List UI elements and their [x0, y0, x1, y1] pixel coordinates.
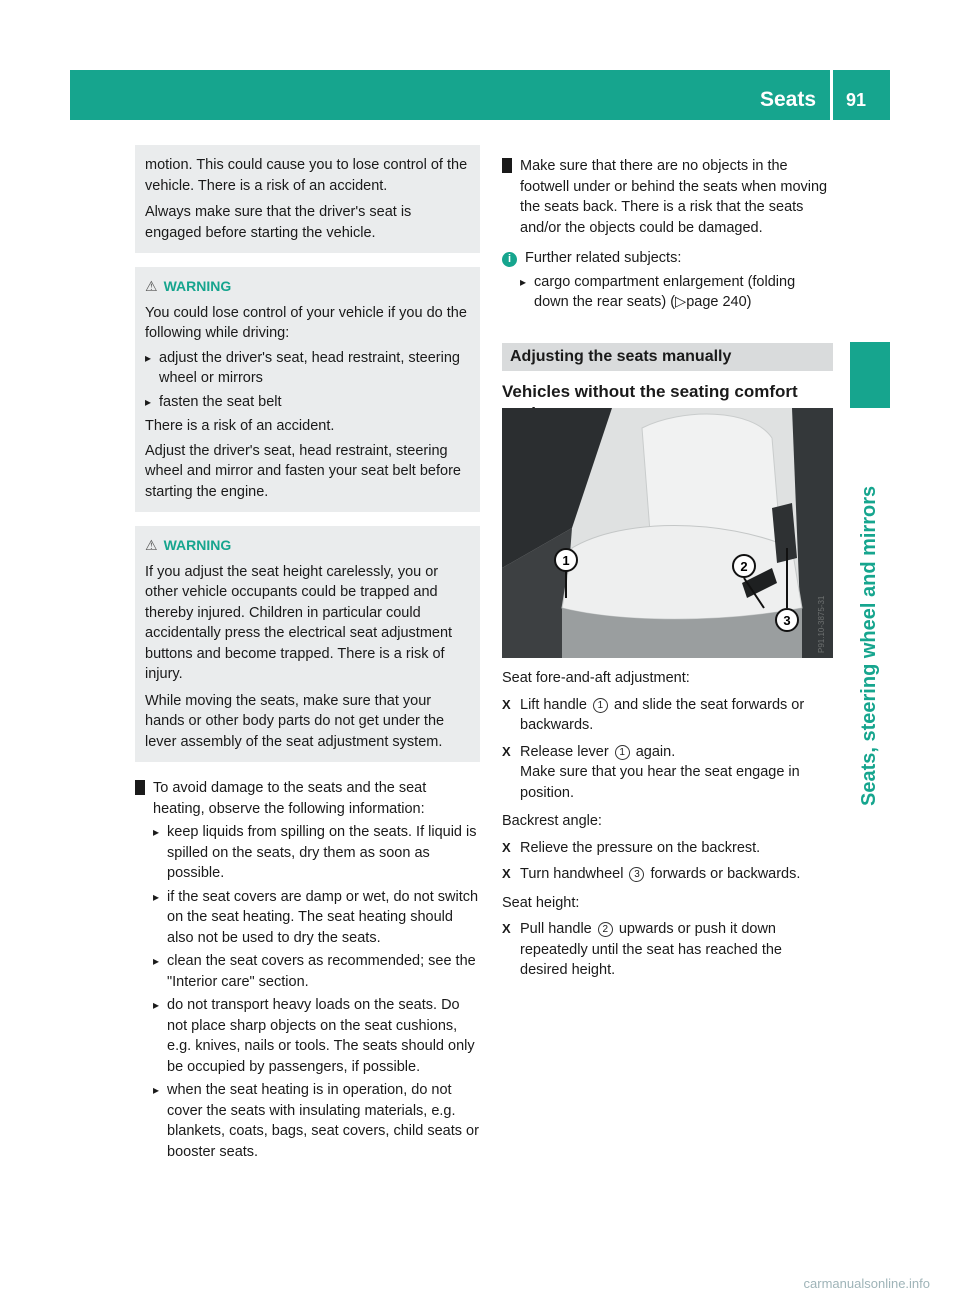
warning-box-seat-height	[135, 526, 480, 762]
callout-ref-3: 3	[629, 867, 644, 882]
warning-text: If you adjust the seat height carelessly, you or other vehicle occupants could be trapped and thereby injured. Children in particular could accidentally press the electrical seat adjustment buttons and become trapped. There is a risk of injury.	[145, 563, 453, 682]
info-note	[502, 248, 833, 313]
svg-text:2: 2	[740, 559, 748, 574]
instructions	[502, 668, 833, 981]
warning-triangle-icon: ⚠	[145, 278, 158, 294]
info-intro: Further related subjects:	[525, 250, 682, 266]
callout-ref-2: 2	[598, 922, 613, 937]
step-item: X Pull handle 2 upwards or push it down repeatedly until the seat has reached the desired height.	[502, 919, 833, 981]
list-item: ▸ cargo compartment enlargement (folding down the rear seats) (▷page 240)	[520, 272, 833, 313]
page-reference-link[interactable]: page 240)	[686, 294, 752, 310]
warning-triangle-icon: ⚠	[145, 537, 158, 553]
callout-ref-1: 1	[593, 698, 608, 713]
sub-heading: Vehicles without the seating comfort	[502, 382, 798, 401]
list-item: ▸ fasten the seat belt	[145, 392, 470, 413]
step-item: X Release lever 1 again. Make sure that you hear the seat engage in position.	[502, 742, 833, 804]
warning-intro: You could lose control of your vehicle if you do the following while driving:	[145, 304, 467, 341]
page-number: 91	[846, 90, 867, 110]
seat-illustration	[502, 408, 833, 658]
exclamation-icon: !	[502, 158, 512, 173]
section-heading: Adjusting the seats manually	[502, 343, 833, 371]
height-heading: Seat height:	[502, 894, 580, 911]
page-ref-arrow-icon: ▷	[675, 294, 687, 310]
step-item: X Relieve the pressure on the backrest.	[502, 838, 833, 859]
photo-code: P91.10-3875-31	[817, 595, 826, 653]
damage-note	[129, 778, 480, 1162]
note-text: Make sure that there are no objects in the footwell under or behind the seats when moving the seats back. There is a risk that the seats and/or the objects could be damaged.	[520, 158, 828, 236]
list-item: ▸ if the seat covers are damp or wet, do not switch on the seat heating. The seat heating should also not be used to dry the seats.	[153, 887, 480, 949]
warning-title: ⚠ WARNING	[145, 278, 232, 294]
warning-bullet-list	[145, 348, 470, 413]
list-item: ▸ clean the seat covers as recommended; see the "Interior care" section.	[153, 951, 480, 992]
list-item: ▸ adjust the driver's seat, head restraint, steering wheel or mirrors	[145, 348, 470, 389]
watermark: carmanualsonline.info	[803, 1276, 930, 1291]
list-item: ▸ keep liquids from spilling on the seats. If liquid is spilled on the seats, dry them as soon as possible.	[153, 822, 480, 884]
side-tab-block	[850, 342, 890, 408]
list-item: ▸ do not transport heavy loads on the seats. Do not place sharp objects on the seat cushions, e.g. knives, nails or tools. The seats should only be occupied by passengers, if possible.	[153, 995, 480, 1077]
info-bullet-list	[520, 272, 833, 313]
warning-text-2: While moving the seats, make sure that your hands or other body parts do not get under the lever assembly of the seat adjustment system.	[145, 692, 445, 750]
right-column	[496, 156, 833, 313]
exclamation-icon: !	[135, 780, 145, 795]
page-section-title: Seats	[760, 88, 817, 111]
side-chapter-label: Seats, steering wheel and mirrors	[858, 485, 880, 806]
fore-aft-heading: Seat fore-and-aft adjustment:	[502, 670, 690, 686]
note-bullet-list	[153, 822, 480, 1162]
svg-text:1: 1	[562, 553, 570, 568]
backrest-heading: Backrest angle:	[502, 813, 602, 829]
note-intro: To avoid damage to the seats and the seat heating, observe the following information:	[153, 780, 427, 817]
warning-continued-text-2: Always make sure that the driver's seat is engaged before starting the vehicle.	[145, 204, 412, 241]
warning-title: ⚠ WARNING	[145, 537, 232, 553]
list-item: ▸ when the seat heating is in operation, do not cover the seats with insulating materials, e.g. blankets, coats, bags, seat covers, child seats or booster seats.	[153, 1080, 480, 1162]
warning-continued-text: motion. This could cause you to lose control of the vehicle. There is a risk of an accident.	[145, 157, 468, 194]
info-icon: i	[502, 252, 517, 267]
warning-risk: There is a risk of an accident.	[145, 418, 335, 434]
left-column	[129, 145, 480, 1162]
warning-continuation-box	[135, 145, 480, 253]
seat-photo	[502, 408, 833, 658]
warning-box-driving	[135, 267, 480, 512]
step-item: X Lift handle 1 and slide the seat forwards or backwards.	[502, 695, 833, 736]
header-divider	[830, 70, 833, 120]
warning-instruction: Adjust the driver's seat, head restraint, steering wheel and mirror and fasten your seat belt before starting the engine.	[145, 442, 461, 500]
callout-ref-1: 1	[615, 745, 630, 760]
step-item: X Turn handwheel 3 forwards or backwards.	[502, 864, 833, 885]
svg-text:3: 3	[783, 613, 791, 628]
